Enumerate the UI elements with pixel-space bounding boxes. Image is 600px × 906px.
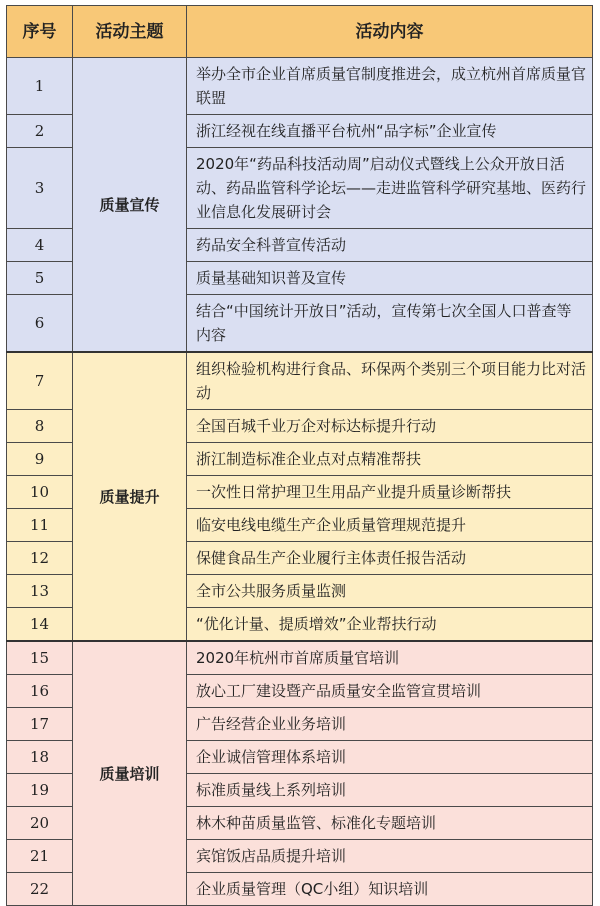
row-number: 5 [7, 262, 73, 295]
row-number: 6 [7, 295, 73, 353]
table-body [7, 58, 593, 906]
activity-content: 2020年“药品科技活动周”启动仪式暨线上公众开放日活动、药品监管科学论坛——走进监管科学研究基地、医药行业信息化发展研讨会 [187, 148, 593, 229]
activity-theme: 质量宣传 [73, 58, 187, 353]
row-number: 13 [7, 575, 73, 608]
activity-theme: 质量培训 [73, 641, 187, 906]
activity-content: 浙江制造标准企业点对点精准帮扶 [187, 443, 593, 476]
activity-content: 临安电线电缆生产企业质量管理规范提升 [187, 509, 593, 542]
activity-content: “优化计量、提质增效”企业帮扶行动 [187, 608, 593, 642]
activity-content: 浙江经视在线直播平台杭州“品字标”企业宣传 [187, 115, 593, 148]
row-number: 9 [7, 443, 73, 476]
activity-content: 林木种苗质量监管、标准化专题培训 [187, 807, 593, 840]
row-number: 22 [7, 873, 73, 906]
table-row [7, 58, 593, 115]
row-number: 3 [7, 148, 73, 229]
row-number: 18 [7, 741, 73, 774]
row-number: 12 [7, 542, 73, 575]
activity-content: 组织检验机构进行食品、环保两个类别三个项目能力比对活动 [187, 352, 593, 410]
row-number: 17 [7, 708, 73, 741]
activity-content: 药品安全科普宣传活动 [187, 229, 593, 262]
header-no: 序号 [7, 6, 73, 58]
activity-content: 广告经营企业业务培训 [187, 708, 593, 741]
row-number: 20 [7, 807, 73, 840]
activity-content: 放心工厂建设暨产品质量安全监管宣贯培训 [187, 675, 593, 708]
activity-content: 质量基础知识普及宣传 [187, 262, 593, 295]
activity-content: 结合“中国统计开放日”活动，宣传第七次全国人口普查等内容 [187, 295, 593, 353]
row-number: 19 [7, 774, 73, 807]
activity-content: 保健食品生产企业履行主体责任报告活动 [187, 542, 593, 575]
header-theme: 活动主题 [73, 6, 187, 58]
row-number: 1 [7, 58, 73, 115]
table-row [7, 352, 593, 410]
row-number: 21 [7, 840, 73, 873]
header-content: 活动内容 [187, 6, 593, 58]
activity-content: 宾馆饭店品质提升培训 [187, 840, 593, 873]
activity-content: 举办全市企业首席质量官制度推进会，成立杭州首席质量官联盟 [187, 58, 593, 115]
row-number: 15 [7, 641, 73, 675]
row-number: 8 [7, 410, 73, 443]
header-row [7, 6, 593, 58]
activity-content: 全市公共服务质量监测 [187, 575, 593, 608]
activity-content: 2020年杭州市首席质量官培训 [187, 641, 593, 675]
row-number: 11 [7, 509, 73, 542]
row-number: 14 [7, 608, 73, 642]
row-number: 2 [7, 115, 73, 148]
row-number: 10 [7, 476, 73, 509]
activity-table [6, 5, 593, 906]
row-number: 7 [7, 352, 73, 410]
row-number: 16 [7, 675, 73, 708]
activity-content: 标准质量线上系列培训 [187, 774, 593, 807]
activity-content: 企业质量管理（QC小组）知识培训 [187, 873, 593, 906]
activity-content: 全国百城千业万企对标达标提升行动 [187, 410, 593, 443]
row-number: 4 [7, 229, 73, 262]
table-row [7, 641, 593, 675]
activity-theme: 质量提升 [73, 352, 187, 641]
activity-content: 一次性日常护理卫生用品产业提升质量诊断帮扶 [187, 476, 593, 509]
activity-content: 企业诚信管理体系培训 [187, 741, 593, 774]
